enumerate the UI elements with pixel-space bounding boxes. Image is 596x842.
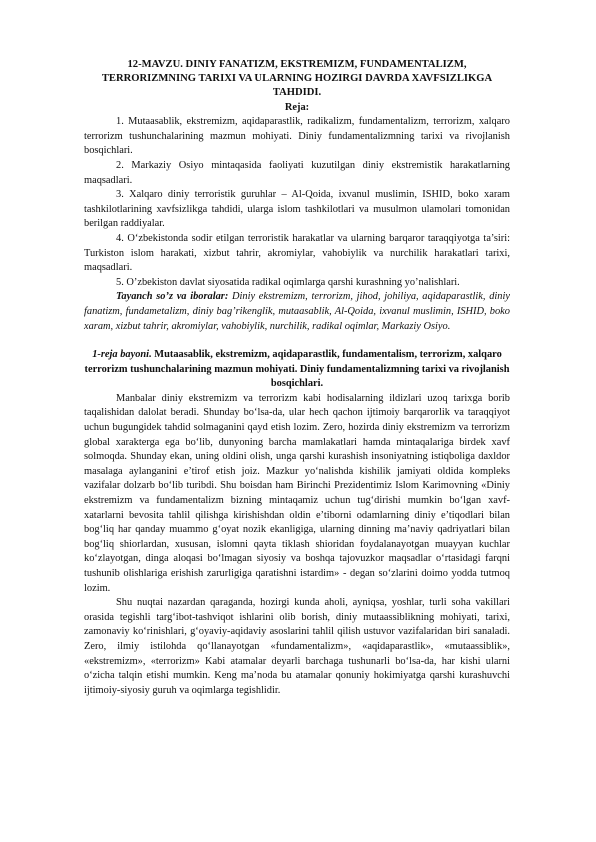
plan-item-2: 2. Markaziy Osiyo mintaqasida faoliyati kuzutilgan diniy ekstremistik harakatlarning maqsadlari. (84, 159, 510, 186)
keywords-paragraph (84, 290, 510, 334)
plan-item-4: 4. O‘zbekistonda sodir etilgan terroristik harakatlar va ularning barqaror taraqqiyotga ta’siri: Turkiston islom harakati, xizbut tahrir, akromiylar, vahobiylik va nurchilik harakatlari tarixi, maqsadlari. (84, 232, 510, 274)
section-1-lead: 1-reja bayoni. (92, 349, 152, 361)
plan-item-1: 1. Mutaasablik, ekstremizm, aqidaparastlik, radikalizm, fundamentalizm, terrorizm, xalqaro terrorizm tushunchalarining mazmun mohiyati. Diniy fundamentalizmning tarixi va rivojlanish bosqichlari. (84, 116, 510, 157)
plan-item-3: 3. Xalqaro diniy terroristik guruhlar – Al-Qoida, ixvanul muslimin, ISHID, boko xaram tashkilotlarining xavfsizlikga tahdidi, ularga islom tashkilotlari va musulmon ulamolari tomonidan berilgan raddiyalar. (84, 189, 510, 230)
section-1-heading (84, 348, 510, 392)
plan-item-5: 5. O’zbekiston davlat siyosatida radikal oqimlarga qarshi kurashning yo’nalishlari. (116, 276, 460, 288)
plan-heading: Reja: (284, 101, 310, 113)
keywords-label: Tayanch so’z va iboralar: (116, 291, 229, 303)
body-paragraph-2: Shu nuqtai nazardan qaraganda, hozirgi kunda aholi, ayniqsa, yoshlar, turli soha vakillari orasida tegishli targ‘ibot-tashviqot ishlarini olib borish, diniy mutaassiblikning mohiyati, tarixi, zamonaviy ko‘rinishlari, g‘oyaviy-aqidaviy asoslarini tahlil qilish ustuvor vazifalaridan biri sanaladi. Zero, ilmiy istilohda qo‘llanayotgan «fundamentalizm», «aqidaparastlik», «mutaassiblik», «ekstremizm», «terrorizm» Kabi atamalar deyarli barchaga tushunarli bo‘lsa-da, har kishi ularni o‘zicha talqin etishi mumkin. Keng ma’noda bu atamalar qonuniy hokimiyatga qarshi kurashuvchi ijtimoiy-siyosiy guruh va oqimlarga tegishlidir. (84, 597, 510, 696)
keywords-text: Diniy ekstremizm, terrorizm, jihod, johiliya, aqidaparastlik, diniy fanatizm, fundametalizm, diniy bag’rikenglik, mutaasablik, Al-Qoida, ixvanul muslimin, ISHID, boko xaram, xizbut tahrir, akromiylar, vahobiylik, nurchilik, radikal oqimlar, Markaziy Osiyo. (84, 291, 510, 332)
section-1-title: Mutaasablik, ekstremizm, aqidaparastlik, fundamentalism, terrorizm, xalqaro terrorizm tushunchalarining mazmun mohiyati. Diniy fundamentalizmning tarixi va rivojlanish bosqichlari. (84, 349, 510, 390)
document-title: 12-MAVZU. DINIY FANATIZM, EKSTREMIZM, FUNDAMENTALIZM, TERRORIZMNING TARIXI VA ULARNING HOZIRGI DAVRDA XAVFSIZLIKGA TAHDIDI. (101, 59, 493, 99)
body-paragraph-1: Manbalar diniy ekstremizm va terrorizm kabi hodisalarning ildizlari uzoq tarixga borib taqalishidan dalolat beradi. Shunday bo‘lsa-da, ular hech qachon ijtimoiy barqarorlik va taraqqiyot uchun bugungidek tahdid solmaganini qayd etish lozim. Zero, hozirda diniy ekstremizm va terrorizm global xarakterga ega bo‘lib, dunyoning barcha mamlakatlari hamda mintaqalariga birdek xavf solmoqda. Shunday ekan, uning oldini olish, unga qarshi kurashish insoniyatning istiqboliga daxldor masalaga aylanganini e’tirof etish joiz. Mazkur yo‘nalishda kishilik jamiyati oldida kompleks vazifalar dolzarb bo‘lib turibdi. Shu boisdan ham Birinchi Prezidentimiz Islom Karimovning «Diniy ekstremizm va fundamentalizm bizning mintaqamiz uchun tug‘dirishi mumkin bo‘lgan xavf-xatarlarni bevosita tahlil qilishga kirishishdan oldin e’tiborni odamlarning diniy e’tiqodlari bilan bog‘liq har qanday muammo g‘oyat nozik ekanligiga, ularning dinning ma’naviy qadriyatlari bilan bog‘liq shiorlardan, xususan, islomni qayta tiklash shioridan foydalanayotgan muayyan kuchlar ko‘zlayotgan, dinga aloqasi bo‘lmagan siyosiy va boshqa tajovuzkor maqsadlar o‘rtasidagi farqni tushunib olishlariga erishish zarurligiga qaratishni istardim» - degan so‘zlarini doimo yodda tutmoq lozim. (84, 392, 510, 594)
